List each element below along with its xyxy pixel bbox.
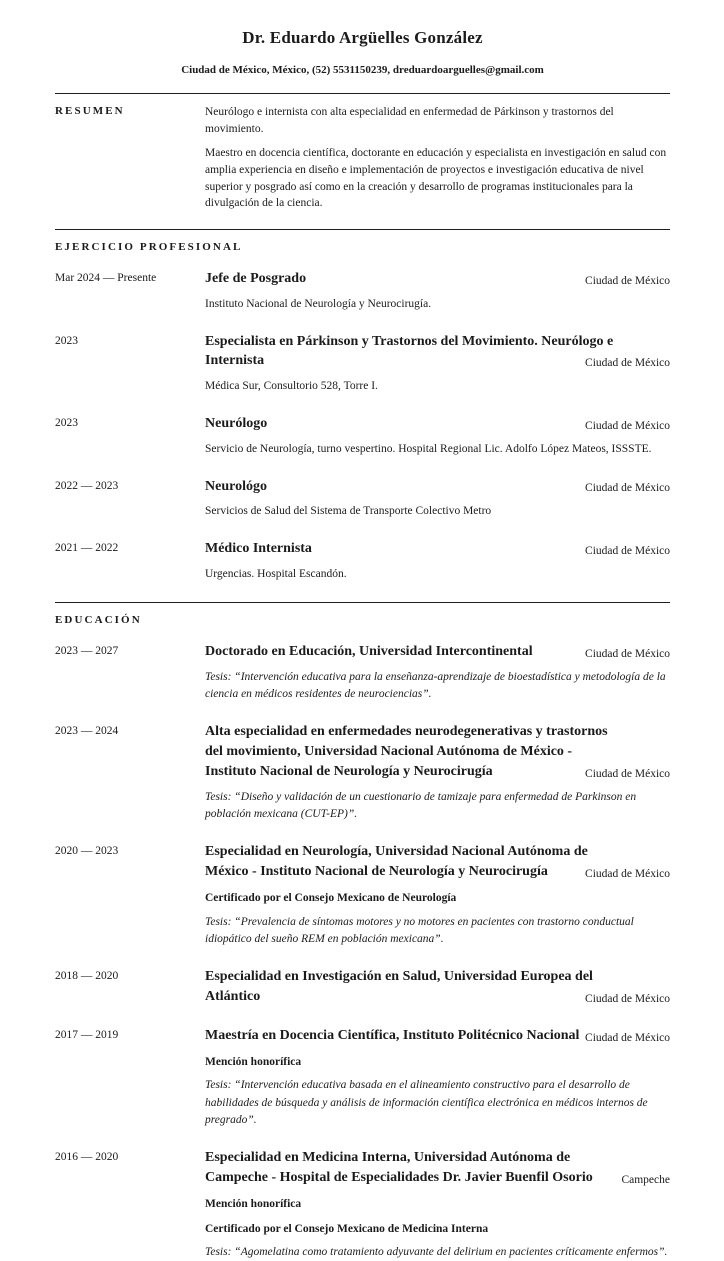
entry-dates: 2023 — 2024 (55, 725, 119, 738)
entry-detail-normal: Servicios de Salud del Sistema de Transporte Colectivo Metro (205, 505, 492, 518)
entry-detail-bold: Mención honorífica (205, 1055, 302, 1068)
summary-paragraph: Maestro en docencia científica, doctorante en educación y especialista en investigación en salud con amplia experiencia en diseño e implementación de proyectos e investigación educativa de nivel superior y posgrado así como en la creación y desarrollo de programas institucionales para la divulgación de la ciencia. (205, 147, 667, 210)
section-grid (55, 104, 670, 212)
entry-location: Campeche (621, 1173, 670, 1186)
section-divider (55, 93, 670, 94)
section-label: EDUCACIÓN (55, 613, 142, 626)
entry-title-row (205, 539, 670, 559)
sections (55, 93, 670, 1261)
entry-detail-bold: Certificado por el Consejo Mexicano de Neurología (205, 891, 457, 904)
entry-location: Ciudad de México (585, 357, 670, 370)
entry-title: Especialidad en Investigación en Salud, Universidad Europea del Atlántico (205, 969, 593, 1004)
person-name: Dr. Eduardo Argüelles González (242, 28, 483, 47)
entry-title: Neurológo (205, 478, 267, 494)
entry-title-row (205, 967, 670, 1007)
resume-entry (55, 1148, 670, 1261)
entry-title: Neurólogo (205, 416, 268, 431)
resume-entry (55, 414, 670, 458)
section-divider (55, 229, 670, 230)
resume-header (55, 28, 670, 76)
entry-title-row (205, 1026, 670, 1046)
entry-detail-bold: Certificado por el Consejo Mexicano de Medicina Interna (205, 1222, 489, 1235)
entry-location: Ciudad de México (585, 867, 670, 880)
entry-title-row (205, 642, 670, 662)
entry-title-row (205, 414, 670, 434)
entry-list (55, 642, 670, 1261)
entry-detail-normal: Médica Sur, Consultorio 528, Torre I. (205, 380, 378, 393)
entry-dates: 2023 (55, 417, 78, 429)
entry-title: Maestría en Docencia Científica, Instituto Politécnico Nacional (205, 1027, 580, 1043)
entry-dates: 2023 — 2027 (55, 644, 119, 657)
entry-detail-normal: Instituto Nacional de Neurología y Neurocirugía. (205, 297, 432, 310)
resume-entry (55, 1026, 670, 1129)
entry-title: Especialidad en Neurología, Universidad Nacional Autónoma de México - Instituto Nacional de Neurología y Neurocirugía (205, 844, 588, 880)
entry-content (205, 539, 670, 583)
entry-content (205, 332, 670, 395)
contact-line: Ciudad de México, México, (52) 5531150239, dreduardoarguelles@gmail.com (181, 64, 544, 76)
entry-dates: 2018 — 2020 (55, 970, 119, 983)
summary-paragraph: Neurólogo e internista con alta especialidad en enfermedad de Párkinson y trastornos del movimiento. (205, 106, 614, 135)
resume-entry (55, 332, 670, 395)
section-divider (55, 602, 670, 603)
entry-dates: 2016 — 2020 (55, 1151, 119, 1164)
entry-detail-italic: Tesis: “Intervención educativa para la enseñanza-aprendizaje de bioestadística y metodología de la ciencia en médicos residentes de neurociencias”. (205, 670, 666, 700)
entry-location: Ciudad de México (585, 647, 670, 660)
entry-detail-italic: Tesis: “Diseño y validación de un cuestionario de tamizaje para enfermedad de Parkinson en población mexicana (CUT-EP)”. (205, 790, 637, 820)
entry-content (205, 477, 670, 521)
entry-location: Ciudad de México (585, 767, 670, 780)
entry-dates: 2021 — 2022 (55, 542, 119, 555)
entry-detail-italic: Tesis: “Agomelatina como tratamiento adyuvante del delirium en pacientes críticamente enfermos”. (205, 1246, 668, 1259)
entry-location: Ciudad de México (585, 274, 670, 287)
entry-list (55, 269, 670, 583)
entry-title: Jefe de Posgrado (205, 271, 307, 287)
resume-entry (55, 842, 670, 948)
section-content (205, 104, 670, 212)
entry-content (205, 1026, 670, 1129)
section-label: EJERCICIO PROFESIONAL (55, 241, 243, 254)
entry-dates: Mar 2024 — Presente (55, 272, 157, 285)
resume-entry (55, 539, 670, 583)
entry-dates: 2022 — 2023 (55, 479, 119, 492)
resume-entry (55, 722, 670, 823)
entry-detail-bold: Mención honorífica (205, 1197, 302, 1210)
section-label: RESUMEN (55, 105, 125, 117)
entry-title: Especialista en Párkinson y Trastornos del Movimiento. Neurólogo e Internista (205, 333, 614, 369)
entry-content (205, 642, 670, 703)
entry-location: Ciudad de México (585, 544, 670, 557)
resume-entry (55, 967, 670, 1007)
entry-title: Especialidad en Medicina Interna, Universidad Autónoma de Campeche - Hospital de Especialidades Dr. Javier Buenfil Osorio (205, 1150, 593, 1185)
entry-location: Ciudad de México (585, 419, 670, 432)
section-ejercicio-profesional (55, 229, 670, 583)
entry-title-row (205, 842, 670, 882)
section-content (205, 613, 670, 626)
entry-title-row (205, 1148, 670, 1188)
entry-title: Médico Internista (205, 541, 312, 557)
entry-content (205, 414, 670, 458)
entry-content (205, 722, 670, 823)
entry-dates: 2017 — 2019 (55, 1028, 119, 1041)
section-grid (55, 240, 670, 253)
entry-content (205, 269, 670, 313)
section-resumen (55, 93, 670, 212)
entry-detail-normal: Servicio de Neurología, turno vespertino. Hospital Regional Lic. Adolfo López Mateos, ISSSTE. (205, 442, 652, 455)
entry-location: Ciudad de México (585, 1031, 670, 1044)
section-educaci-n (55, 602, 670, 1261)
resume-entry (55, 477, 670, 521)
entry-location: Ciudad de México (585, 992, 670, 1005)
resume-entry (55, 642, 670, 703)
entry-content (205, 967, 670, 1007)
resume-entry (55, 269, 670, 313)
entry-title: Alta especialidad en enfermedades neurodegenerativas y trastornos del movimiento, Universidad Nacional Autónoma de México - Instituto Nacional de Neurología y Neurocirugía (205, 724, 608, 779)
entry-title-row (205, 722, 670, 782)
entry-dates: 2023 (55, 334, 78, 347)
entry-detail-italic: Tesis: “Intervención educativa basada en el alineamiento constructivo para el desarrollo de habilidades de búsqueda y análisis de información científica electrónica en médicos internos de pregrado”. (205, 1079, 648, 1126)
entry-detail-italic: Tesis: “Prevalencia de síntomas motores y no motores en pacientes con trastorno conductual idiopático del sueño REM en población mexicana”. (205, 915, 634, 945)
entry-location: Ciudad de México (585, 482, 670, 495)
entry-dates: 2020 — 2023 (55, 845, 119, 858)
entry-title-row (205, 477, 670, 497)
section-grid (55, 613, 670, 626)
entry-content (205, 842, 670, 948)
entry-title-row (205, 269, 670, 289)
entry-title-row (205, 332, 670, 372)
section-content (205, 240, 670, 253)
entry-content (205, 1148, 670, 1261)
entry-detail-normal: Urgencias. Hospital Escandón. (205, 567, 347, 580)
entry-title: Doctorado en Educación, Universidad Intercontinental (205, 643, 533, 659)
